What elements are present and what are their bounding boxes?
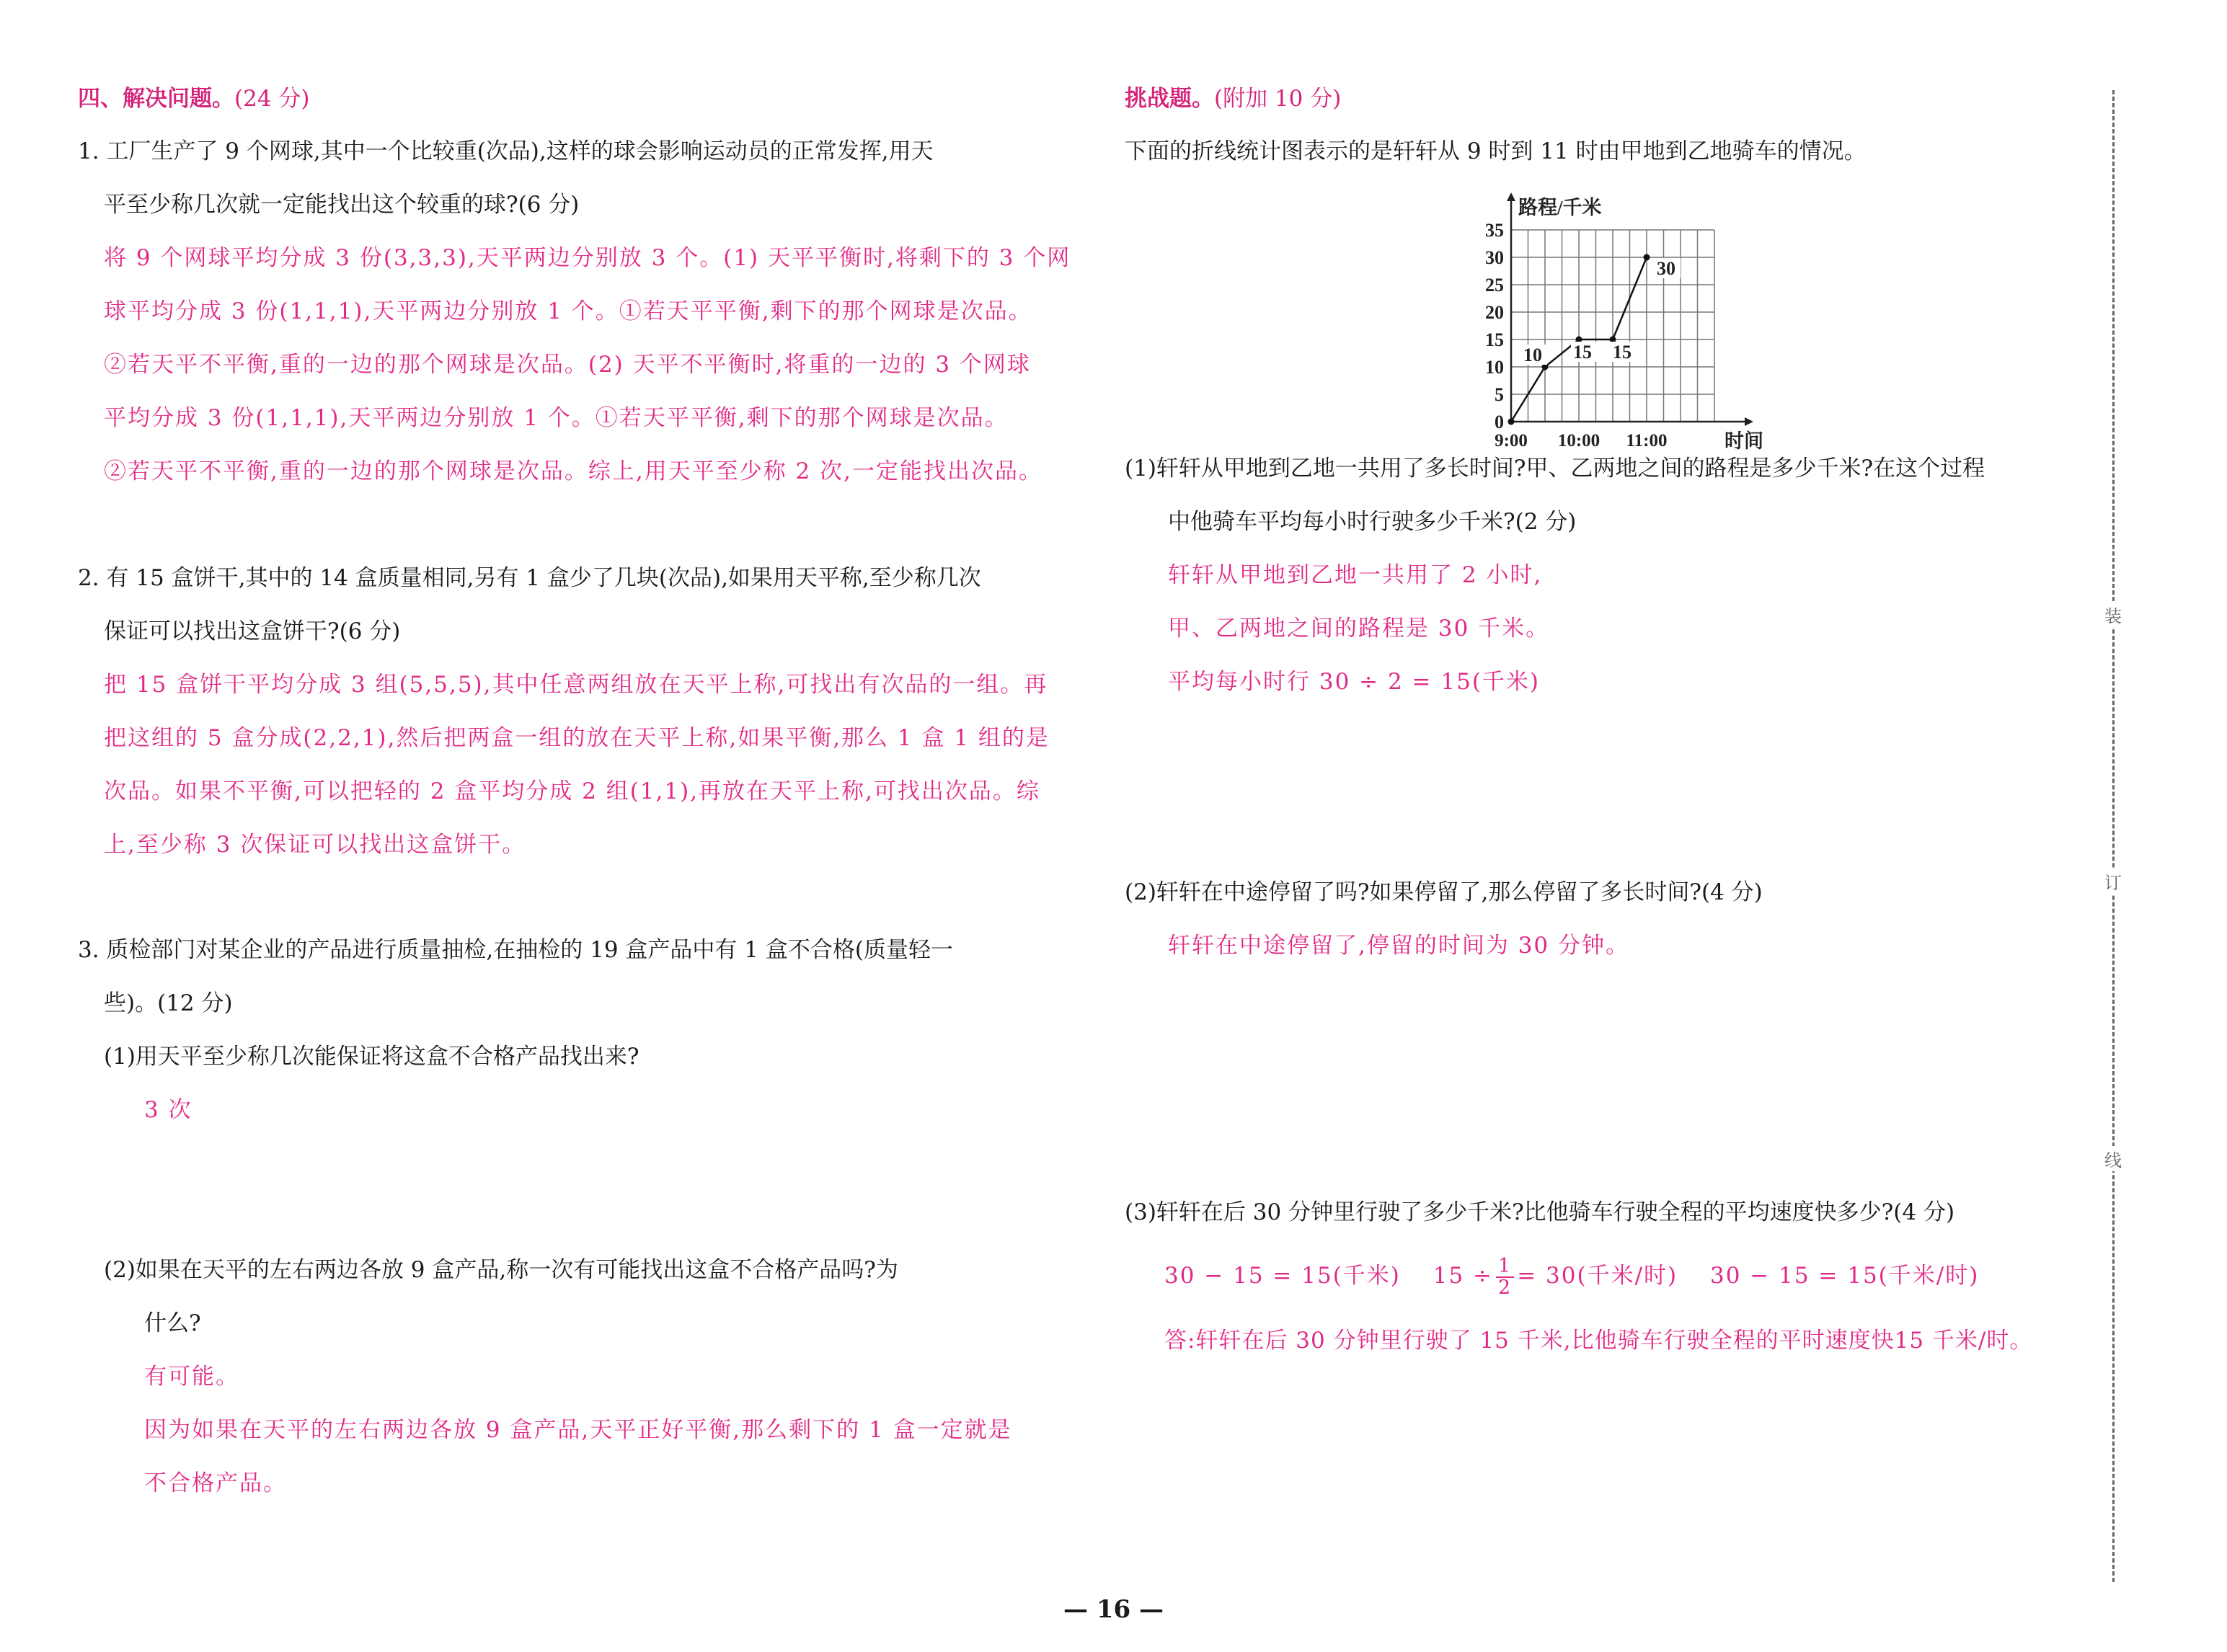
q3-sub1: (1)用天平至少称几次能保证将这盒不合格产品找出来? [104,1044,639,1070]
data-label: 30 [1657,258,1675,279]
c-sub2: (2)轩轩在中途停留了吗?如果停留了,那么停留了多长时间?(4 分) [1125,879,1763,905]
q3-sub2-line1: (2)如果在天平的左右两边各放 9 盒产品,称一次有可能找出这盒不合格产品吗?为 [104,1257,898,1283]
page-number: — 16 — [1063,1595,1164,1624]
line-chart [1464,184,1763,458]
data-point [1508,419,1515,425]
c-sub1-answer-line: 平均每小时行 30 ÷ 2 = 15(千米) [1168,669,1541,695]
y-tick-label: 25 [1485,275,1504,296]
c-sub1-answer-line: 轩轩从甲地到乙地一共用了 2 小时, [1168,562,1543,588]
y-axis-title: 路程/千米 [1518,197,1602,218]
y-tick-label: 10 [1485,357,1504,378]
fraction-numerator: 1 [1496,1256,1514,1278]
x-tick-label: 10:00 [1557,431,1600,450]
c-sub1-line1: (1)轩轩从甲地到乙地一共用了多长时间?甲、乙两地之间的路程是多少千米?在这个过程 [1125,456,1985,481]
binding-mark: 线 [2103,1146,2123,1171]
fraction-denominator: 2 [1498,1276,1513,1299]
section-heading [78,83,310,115]
q2-line1: 2. 有 15 盒饼干,其中的 14 盒质量相同,另有 1 盒少了几块(次品),如果用天平称,至少称几次 [78,565,981,591]
q3-line2: 些)。(12 分) [104,990,233,1016]
q3-sub2-line2: 什么? [144,1310,201,1336]
x-axis-title: 时间 [1725,430,1763,452]
q1-answer-line: ②若天平不平衡,重的一边的那个网球是次品。综上,用天平至少称 2 次,一定能找出次品。 [104,458,1042,484]
q2-answer-line: 把 15 盒饼干平均分成 3 组(5,5,5),其中任意两组放在天平上称,可找出有次品的一组。再 [104,672,1048,698]
q1-answer-line: 平均分成 3 份(1,1,1),天平两边分别放 1 个。①若天平平衡,剩下的那个网球是次品。 [104,405,1009,431]
binding-line [2112,90,2115,1582]
q2-answer-line: 把这组的 5 盒分成(2,2,1),然后把两盒一组的放在天平上称,如果平衡,那么 1 盒 1 组的是 [104,725,1050,751]
q1-answer-line: 将 9 个网球平均分成 3 份(3,3,3),天平两边分别放 3 个。(1) 天平平衡时,将剩下的 3 个网 [104,245,1071,271]
c-sub3: (3)轩轩在后 30 分钟里行驶了多少千米?比他骑车行驶全程的平均速度快多少?(4 分) [1125,1199,1955,1225]
data-label: 15 [1573,342,1592,363]
q3-sub2-answer-line: 有可能。 [144,1364,239,1390]
c-sub1-answer-line: 甲、乙两地之间的路程是 30 千米。 [1168,616,1550,641]
q2-line2: 保证可以找出这盒饼干?(6 分) [104,618,401,644]
c-sub3-answer: 答:轩轩在后 30 分钟里行驶了 15 千米,比他骑车行驶全程的平时速度快15 千米/时。 [1164,1328,2033,1354]
binding-mark: 装 [2103,602,2123,627]
q1-answer-line: ②若天平不平衡,重的一边的那个网球是次品。(2) 天平不平衡时,将重的一边的 3 个网球 [104,352,1031,378]
q3-sub2-answer-line: 因为如果在天平的左右两边各放 9 盒产品,天平正好平衡,那么剩下的 1 盒一定就是 [144,1417,1012,1443]
formula-part1: 30 − 15 = 15(千米) 15 ÷ [1164,1263,1494,1289]
q1-answer-line: 球平均分成 3 份(1,1,1),天平两边分别放 1 个。①若天平平衡,剩下的那个网球是次品。 [104,298,1032,324]
q3-sub1-answer: 3 次 [144,1097,192,1123]
x-tick-label: 9:00 [1495,431,1528,450]
data-label: 15 [1613,342,1631,363]
challenge-heading-text: 挑战题。 [1125,86,1214,112]
x-tick-label: 11:00 [1626,431,1668,450]
fraction [1496,1256,1514,1298]
challenge-heading-points: (附加 10 分) [1214,86,1342,112]
challenge-intro: 下面的折线统计图表示的是轩轩从 9 时到 11 时由甲地到乙地骑车的情况。 [1125,138,1867,164]
c-sub3-formula [1164,1254,1979,1298]
binding-mark: 订 [2103,869,2123,894]
c-sub1-line2: 中他骑车平均每小时行驶多少千米?(2 分) [1168,509,1577,535]
data-label: 10 [1523,345,1542,365]
c-sub2-answer: 轩轩在中途停留了,停留的时间为 30 分钟。 [1168,933,1630,959]
challenge-heading [1125,83,1341,115]
data-point [1644,254,1650,261]
x-axis-arrow [1745,417,1753,426]
q3-sub2-answer-line: 不合格产品。 [144,1470,287,1496]
heading-points: (24 分) [234,86,310,112]
q1-line1: 1. 工厂生产了 9 个网球,其中一个比较重(次品),这样的球会影响运动员的正常发挥,用天 [78,138,934,164]
y-tick-label: 0 [1495,412,1504,432]
y-tick-label: 35 [1485,220,1504,241]
y-tick-label: 20 [1485,302,1504,323]
formula-part2: = 30(千米/时) 30 − 15 = 15(千米/时) [1517,1263,1980,1289]
q2-answer-line: 上,至少称 3 次保证可以找出这盒饼干。 [104,832,526,858]
y-tick-label: 5 [1495,384,1504,405]
heading-text: 四、解决问题。 [78,86,234,112]
q2-answer-line: 次品。如果不平衡,可以把轻的 2 盒平均分成 2 组(1,1),再放在天平上称,可找出次品。综 [104,778,1040,804]
y-tick-label: 30 [1485,247,1504,268]
q1-line2: 平至少称几次就一定能找出这个较重的球?(6 分) [104,192,580,218]
y-axis-arrow [1507,192,1515,201]
y-tick-label: 15 [1485,329,1504,350]
q3-line1: 3. 质检部门对某企业的产品进行质量抽检,在抽检的 19 盒产品中有 1 盒不合格(质量轻一 [78,937,953,963]
